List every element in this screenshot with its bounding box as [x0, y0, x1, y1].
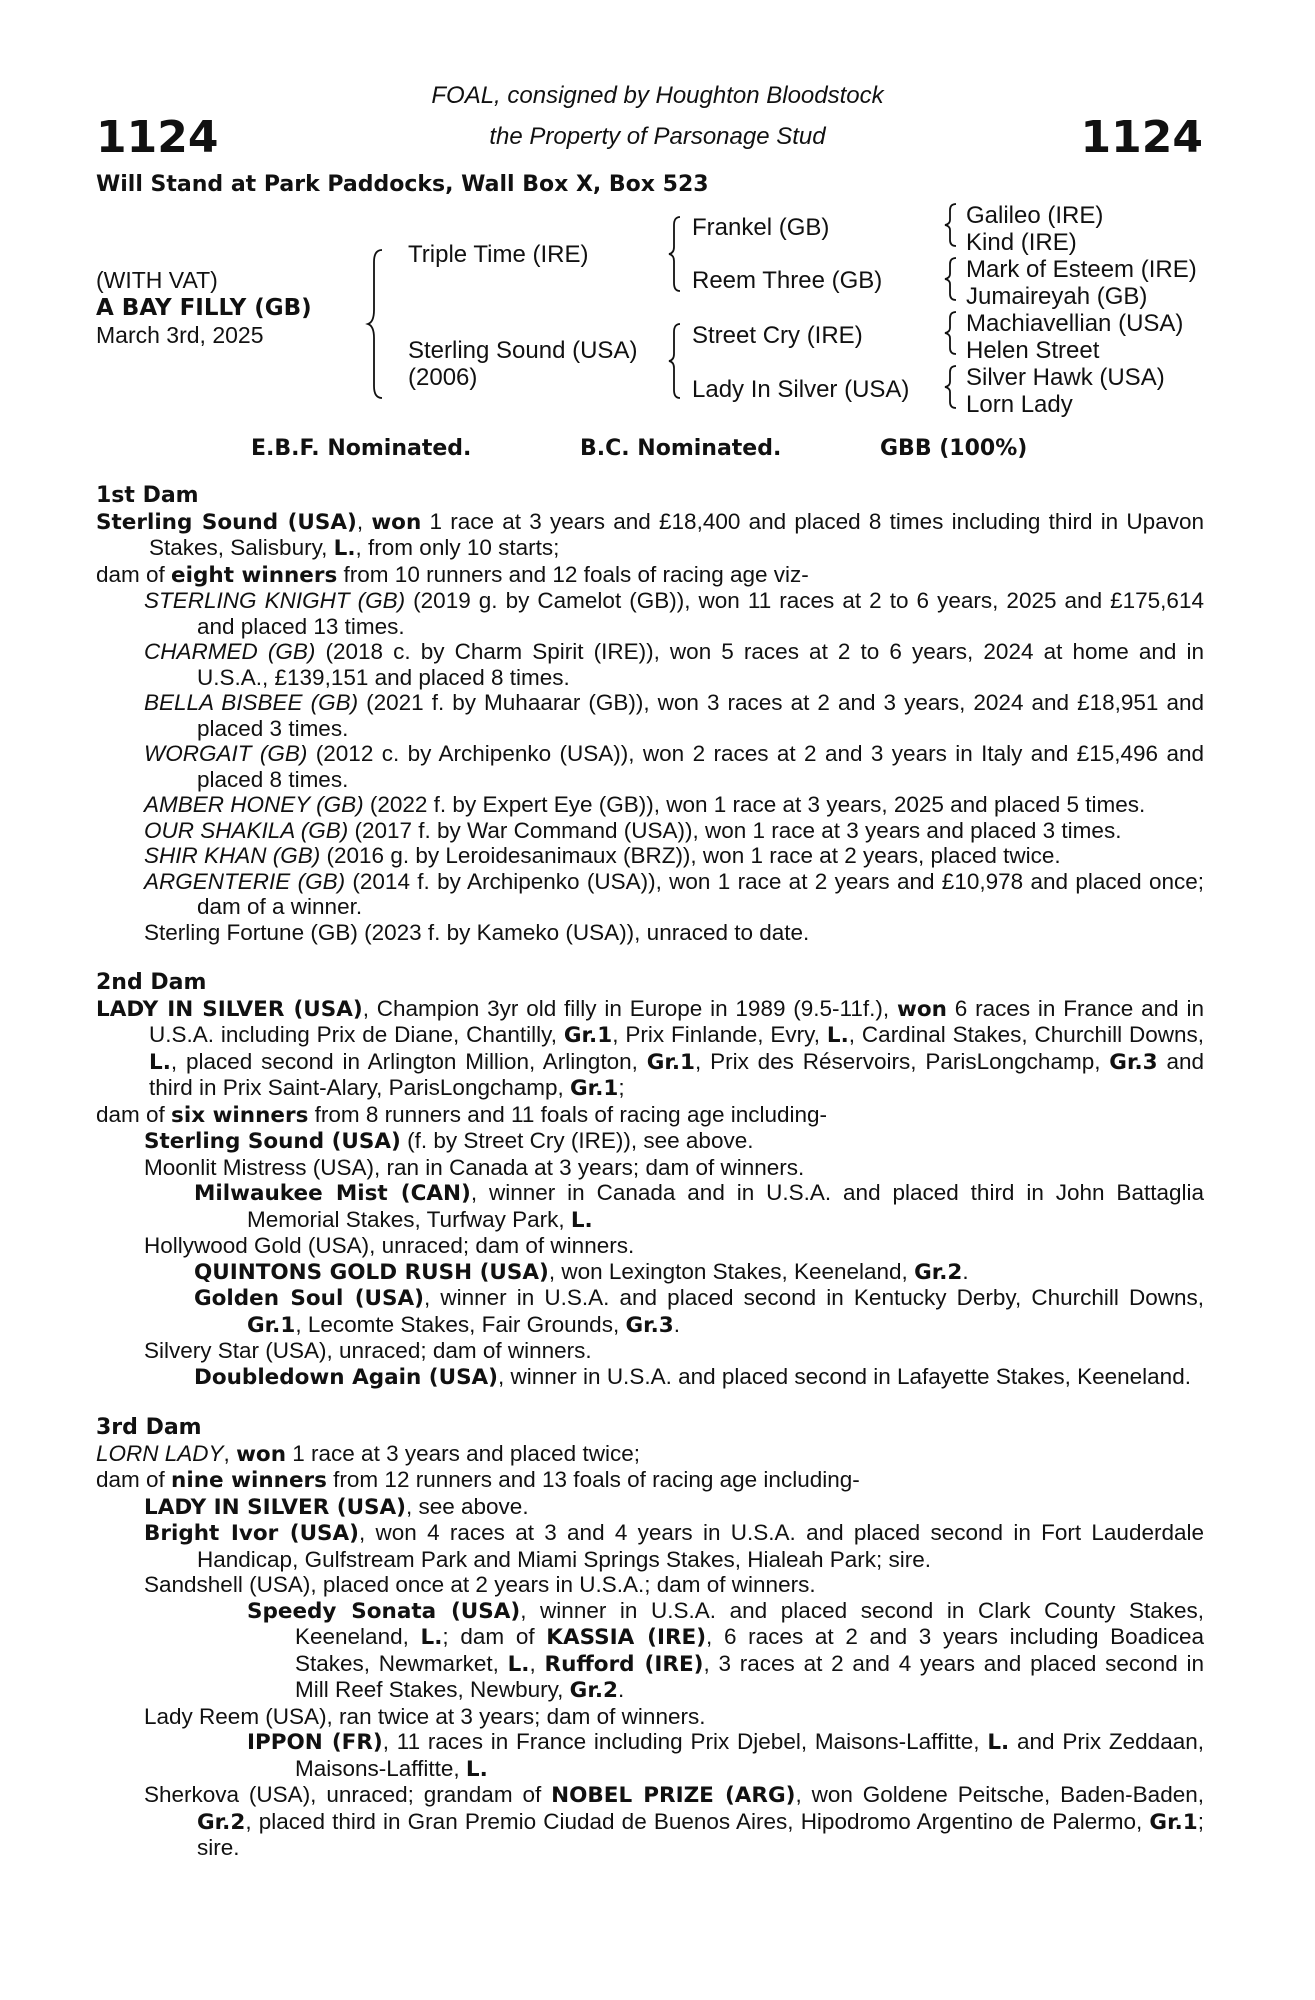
- pedigree-bracket-dam: [668, 322, 688, 400]
- first-dam-record: Sterling Sound (USA), won 1 race at 3 years and £18,400 and placed 8 times including third in Upavon Stakes, Salisbury, L., from only 10 starts;: [96, 508, 1204, 561]
- vat-note: (WITH VAT): [96, 267, 218, 293]
- lot-number-left: 1124: [96, 112, 219, 163]
- produce-item: Sterling Sound (USA) (f. by Street Cry (IRE)), see above.: [144, 1128, 754, 1154]
- pedigree-bracket-g2: [944, 256, 962, 302]
- g3-kind: Kind (IRE): [966, 229, 1077, 256]
- produce-item: ARGENTERIE (GB) (2014 f. by Archipenko (USA)), won 1 race at 2 years and £10,978 and placed once; dam of a winner.: [144, 868, 1204, 919]
- g3-machiavellian: Machiavellian (USA): [966, 310, 1184, 337]
- dam-sire: Street Cry (IRE): [692, 322, 863, 349]
- produce-item: Hollywood Gold (USA), unraced; dam of winners.: [144, 1233, 635, 1258]
- dam-dam: Lady In Silver (USA): [692, 376, 910, 403]
- grandproduce-item: QUINTONS GOLD RUSH (USA), won Lexington Stakes, Keeneland, Gr.2.: [194, 1258, 969, 1285]
- produce-item: WORGAIT (GB) (2012 c. by Archipenko (USA)), won 2 races at 2 and 3 years in Italy and £15,496 and placed 8 times.: [144, 741, 1204, 792]
- bc-nomination: B.C. Nominated.: [580, 436, 782, 461]
- g3-mark-of-esteem: Mark of Esteem (IRE): [966, 256, 1197, 283]
- pedigree-bracket-g1: [944, 202, 962, 248]
- produce-item: STERLING KNIGHT (GB) (2019 g. by Camelot (GB)), won 11 races at 2 to 6 years, 2025 and £175,614 and placed 13 times.: [144, 588, 1204, 639]
- produce-item: CHARMED (GB) (2018 c. by Charm Spirit (IRE)), won 5 races at 2 to 6 years, 2024 at home and in U.S.A., £139,151 and placed 8 times.: [144, 639, 1204, 690]
- gbb-note: GBB (100%): [880, 436, 1028, 461]
- pedigree-bracket-g3: [944, 310, 962, 356]
- consignor-line: FOAL, consigned by Houghton Bloodstock: [431, 82, 884, 109]
- second-dam-record: LADY IN SILVER (USA), Champion 3yr old filly in Europe in 1989 (9.5-11f.), won 6 races in France and in U.S.A. including Prix de Diane, Chantilly, Gr.1, Prix Finlande, Evry, L., Cardinal Stakes, Churchill Downs, L., placed second in Arlington Million, Arlington, Gr.1, Prix des Réservoirs, ParisLongchamp, Gr.3 and third in Prix Saint-Alary, ParisLongchamp, Gr.1;: [96, 995, 1204, 1101]
- g3-galileo: Galileo (IRE): [966, 202, 1104, 229]
- produce-item: LADY IN SILVER (USA), see above.: [144, 1493, 529, 1520]
- produce-item: BELLA BISBEE (GB) (2021 f. by Muhaarar (GB)), won 3 races at 2 and 3 years, 2024 and £18,951 and placed 3 times.: [144, 690, 1204, 741]
- horse-name: A BAY FILLY (GB): [96, 295, 312, 321]
- g3-lorn-lady: Lorn Lady: [966, 391, 1073, 418]
- ebf-nomination: E.B.F. Nominated.: [251, 436, 472, 461]
- produce-item: Lady Reem (USA), ran twice at 3 years; dam of winners.: [144, 1703, 706, 1729]
- grandproduce-item: Milwaukee Mist (CAN), winner in Canada and in U.S.A. and placed third in John Battaglia Memorial Stakes, Turfway Park, L.: [194, 1180, 1204, 1233]
- pedigree-bracket-g4: [944, 364, 962, 410]
- produce-item: Sterling Fortune (GB) (2023 f. by Kameko (USA)), unraced to date.: [144, 919, 810, 945]
- produce-item: AMBER HONEY (GB) (2022 f. by Expert Eye (GB)), won 1 race at 3 years, 2025 and placed 5 times.: [144, 792, 1146, 817]
- horse-dob: March 3rd, 2025: [96, 322, 264, 348]
- third-dam-heading: 3rd Dam: [96, 1415, 202, 1440]
- sire-name: Triple Time (IRE): [408, 241, 589, 268]
- grandproduce-item: Golden Soul (USA), winner in U.S.A. and placed second in Kentucky Derby, Churchill Downs, Gr.1, Lecomte Stakes, Fair Grounds, Gr.3.: [194, 1285, 1205, 1338]
- sire-sire: Frankel (GB): [692, 214, 830, 241]
- g3-silver-hawk: Silver Hawk (USA): [966, 364, 1165, 391]
- first-dam-heading: 1st Dam: [96, 483, 199, 508]
- property-line: the Property of Parsonage Stud: [489, 123, 826, 150]
- dam-name: Sterling Sound (USA): [408, 337, 638, 364]
- second-dam-heading: 2nd Dam: [96, 970, 207, 995]
- sire-dam: Reem Three (GB): [692, 267, 883, 294]
- dam-year: (2006): [408, 364, 478, 391]
- produce-item: SHIR KHAN (GB) (2016 g. by Leroidesanimaux (BRZ)), won 1 race at 2 years, placed twice.: [144, 843, 1061, 868]
- grandproduce-item: Doubledown Again (USA), winner in U.S.A. and placed second in Lafayette Stakes, Keeneland.: [194, 1363, 1191, 1390]
- second-dam-produce-summary: dam of six winners from 8 runners and 11 foals of racing age including-: [96, 1101, 828, 1128]
- produce-item: Sherkova (USA), unraced; grandam of NOBEL PRIZE (ARG), won Goldene Peitsche, Baden-Baden, Gr.2, placed third in Gran Premio Ciudad de Buenos Aires, Hipodromo Argentino de Palermo, Gr.1; sire.: [144, 1782, 1204, 1860]
- catalogue-body: [96, 483, 1204, 1861]
- stand-location: Will Stand at Park Paddocks, Wall Box X, Box 523: [96, 172, 709, 197]
- g3-helen-street: Helen Street: [966, 337, 1100, 364]
- produce-item: OUR SHAKILA (GB) (2017 f. by War Command (USA)), won 1 race at 3 years and placed 3 times.: [144, 817, 1122, 843]
- grandproduce-item: Speedy Sonata (USA), winner in U.S.A. and placed second in Clark County Stakes, Keeneland, L.; dam of KASSIA (IRE), 6 races at 2 and 3 years including Boadicea Stakes, Newmarket, L., Rufford (IRE), 3 races at 2 and 4 years and placed second in Mill Reef Stakes, Newbury, Gr.2.: [247, 1597, 1204, 1703]
- third-dam-produce-summary: dam of nine winners from 12 runners and 13 foals of racing age including-: [96, 1467, 860, 1493]
- g3-jumaireyah: Jumaireyah (GB): [966, 283, 1148, 310]
- dam-name-bold: Sterling Sound (USA): [96, 509, 357, 535]
- lot-number-right: 1124: [1080, 112, 1203, 163]
- produce-item: Bright Ivor (USA), won 4 races at 3 and 4 years in U.S.A. and placed second in Fort Lauderdale Handicap, Gulfstream Park and Miami Springs Stakes, Hialeah Park; sire.: [144, 1520, 1204, 1572]
- first-dam-produce-summary: dam of eight winners from 10 runners and 12 foals of racing age viz-: [96, 561, 809, 588]
- pedigree-bracket-main: [368, 248, 398, 398]
- grandproduce-item: IPPON (FR), 11 races in France including Prix Djebel, Maisons-Laffitte, L. and Prix Zeddaan, Maisons-Laffitte, L.: [247, 1729, 1204, 1782]
- produce-item: Silvery Star (USA), unraced; dam of winners.: [144, 1338, 592, 1363]
- produce-item: Sandshell (USA), placed once at 2 years in U.S.A.; dam of winners.: [144, 1572, 816, 1597]
- produce-item: Moonlit Mistress (USA), ran in Canada at 3 years; dam of winners.: [144, 1154, 805, 1180]
- pedigree-bracket-sire: [668, 215, 688, 293]
- third-dam-record: LORN LADY, won 1 race at 3 years and placed twice;: [96, 1440, 640, 1467]
